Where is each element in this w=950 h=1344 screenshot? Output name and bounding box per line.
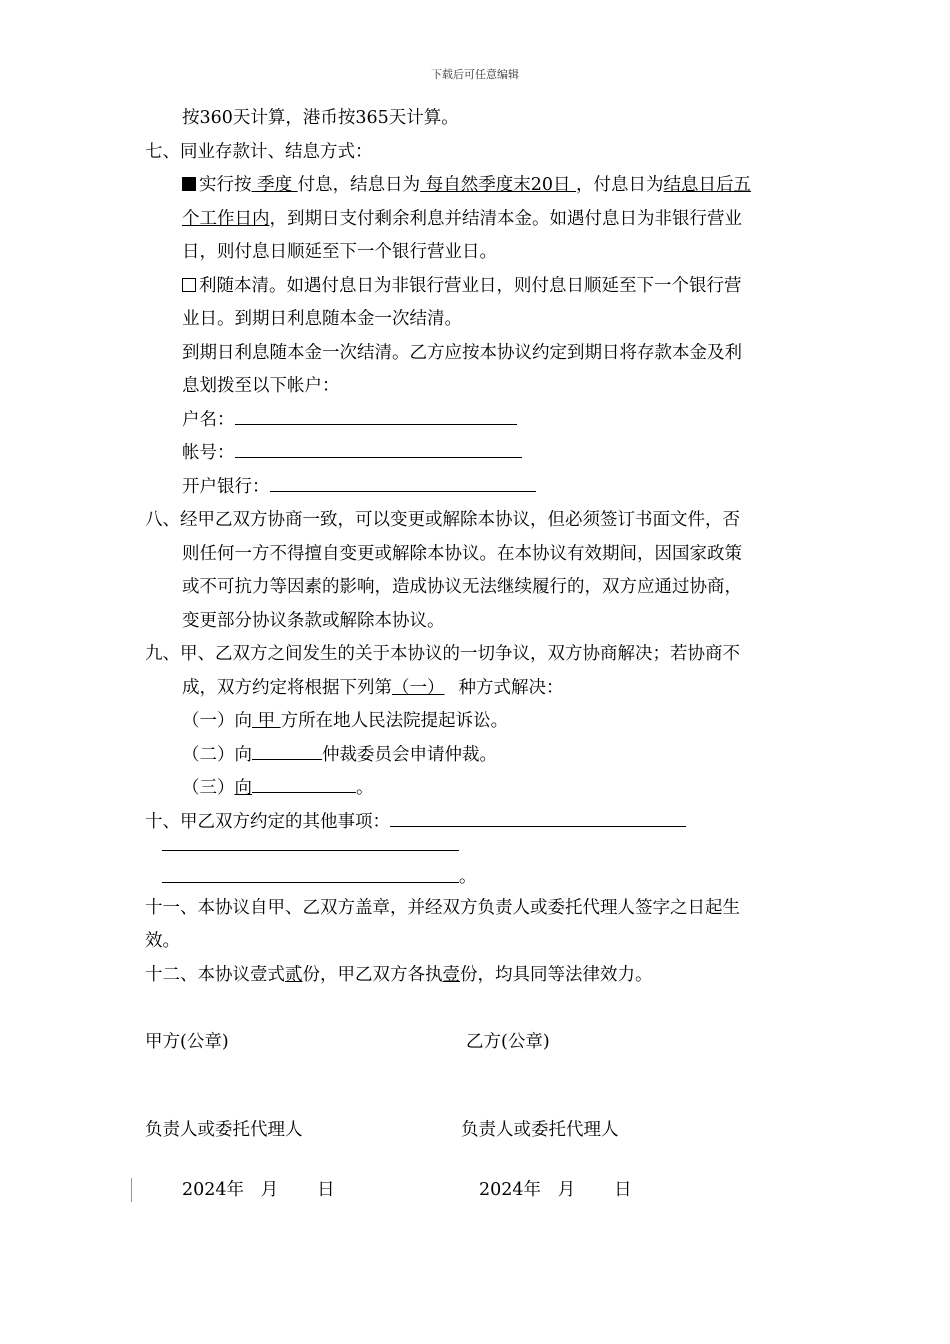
party-b-date: 2024年 月 日 xyxy=(479,1180,632,1200)
dispute-option-2: （二）向 仲裁委员会申请仲裁。 xyxy=(182,745,497,765)
party-a-date: 2024年 月 日 xyxy=(182,1180,335,1200)
checkbox-empty-icon xyxy=(182,278,196,292)
party-a-representative: 负责人或委托代理人 xyxy=(145,1120,303,1140)
section-12-line: 十二、本协议壹式贰份，甲乙双方各执壹份，均具同等法律效力。 xyxy=(145,965,653,985)
section-10-line: 十、甲乙双方约定的其他事项： xyxy=(145,810,686,834)
dispute-option-3: （三）向 。 xyxy=(182,778,374,798)
party-b-representative: 负责人或委托代理人 xyxy=(461,1120,619,1140)
section-9-line: 九、甲、乙双方之间发生的关于本协议的一切争议，双方协商解决；若协商不 xyxy=(145,644,740,664)
option-lump-sum: 利随本清。如遇付息日为非银行营业日，则付息日顺延至下一个银行营 xyxy=(182,274,742,298)
end-mark: 。 xyxy=(459,867,477,887)
text-line: 业日。到期日利息随本金一次结清。 xyxy=(182,309,462,329)
text-line: 成，双方约定将根据下列第（一） 种方式解决： xyxy=(182,678,564,698)
checkbox-checked-icon xyxy=(182,177,196,191)
text-line: 到期日利息随本金一次结清。乙方应按本协议约定到期日将存款本金及利 xyxy=(182,343,742,363)
margin-marker xyxy=(131,1178,132,1202)
blank-line xyxy=(162,882,459,883)
text-line: 个工作日内，到期日支付剩余利息并结清本金。如遇付息日为非银行营业 xyxy=(182,209,742,229)
account-name-field: 户名： xyxy=(182,408,517,432)
blank-line xyxy=(390,810,686,827)
dispute-option-1: （一）向 甲 方所在地人民法院提起诉讼。 xyxy=(182,711,509,731)
party-a-seal: 甲方(公章) xyxy=(145,1032,229,1052)
section-11-line: 十一、本协议自甲、乙双方盖章，并经双方负责人或委托代理人签字之日起生 xyxy=(145,898,740,918)
page-header: 下载后可任意编辑 xyxy=(431,68,519,81)
blank-line xyxy=(252,776,356,793)
bank-field: 开户银行： xyxy=(182,475,536,499)
text-line: 变更部分协议条款或解除本协议。 xyxy=(182,611,445,631)
text-line: 则任何一方不得擅自变更或解除本协议。在本协议有效期间，因国家政策 xyxy=(182,544,742,564)
blank-line xyxy=(235,441,522,458)
party-b-seal: 乙方(公章) xyxy=(466,1032,550,1052)
section-8-line: 八、经甲乙双方协商一致，可以变更或解除本协议，但必须签订书面文件，否 xyxy=(145,510,740,530)
option-quarterly: 实行按 季度 付息，结息日为 每自然季度末20日 ，付息日为结息日后五 xyxy=(182,173,751,197)
blank-line xyxy=(252,743,322,760)
text-line: 息划拨至以下帐户： xyxy=(182,376,340,396)
text-line: 或不可抗力等因素的影响，造成协议无法继续履行的，双方应通过协商， xyxy=(182,577,742,597)
text-line: 日，则付息日顺延至下一个银行营业日。 xyxy=(182,242,497,262)
text-line: 效。 xyxy=(145,931,180,951)
section-7-heading: 七、同业存款计、结息方式： xyxy=(145,142,373,162)
blank-line xyxy=(270,475,536,492)
account-number-field: 帐号： xyxy=(182,441,522,465)
text-line: 按360天计算，港币按365天计算。 xyxy=(182,108,459,128)
blank-line xyxy=(162,850,459,851)
blank-line xyxy=(235,408,517,425)
